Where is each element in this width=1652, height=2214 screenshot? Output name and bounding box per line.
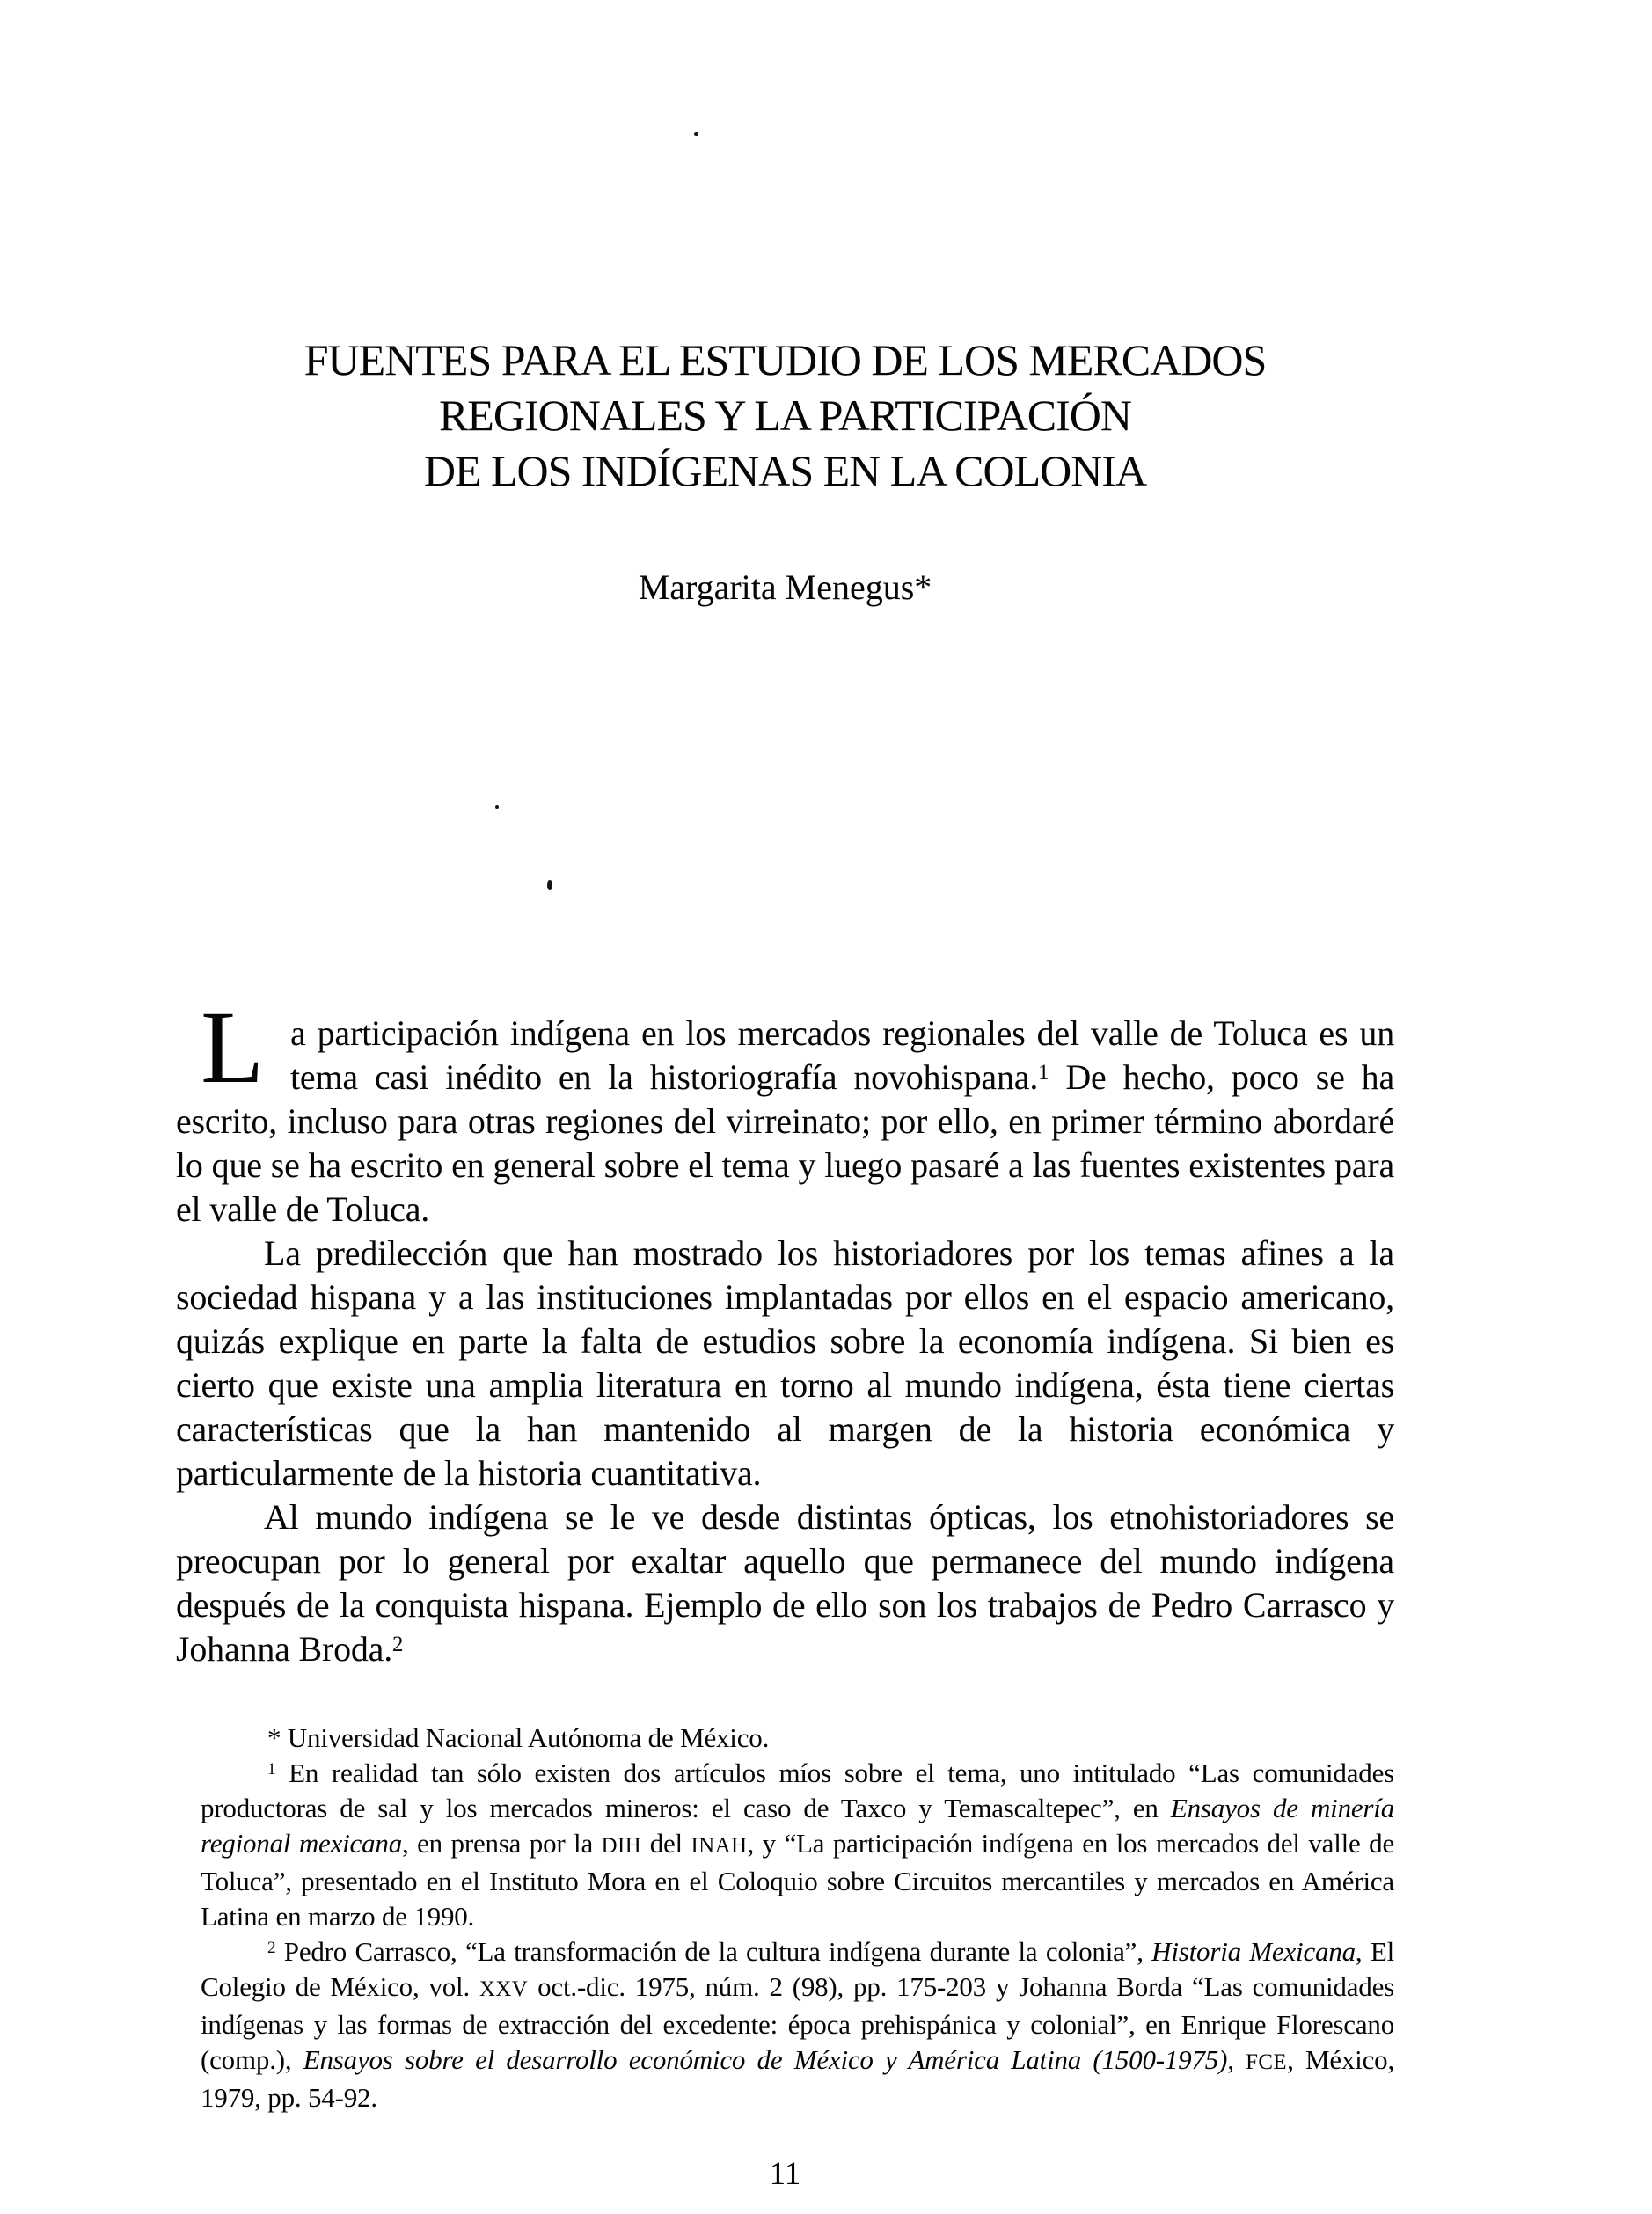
paragraph-3: Al mundo indígena se le ve desde distintas ópticas, los etnohistoriadores se preocupan por lo general por exaltar aquello que permanece del mundo indígena después de la conquista hispana. Ejemplo de ello son los trabajos de Pedro Carrasco y Johanna Broda.$^2$ (176, 1497, 1394, 1669)
footnote-1: $^1$ En realidad tan sólo existen dos artículos míos sobre el tema, uno intitulado “Las comunidades productoras de sal y los mercados mineros: el caso de Taxco y Temascaltepec”, en Ensayos de minería regional mexicana, en prensa por la DIH del INAH, y “La participación indígena en los mercados del valle de Toluca”, presentado en el Instituto Mora en el Coloquio sobre Circuitos mercantiles y mercados en América Latina en marzo de 1990. (201, 1757, 1395, 1932)
author-byline: Margarita Menegus* (638, 567, 932, 607)
scan-speckle (547, 880, 552, 890)
article-body (176, 990, 1394, 1671)
footnote-affiliation: * Universidad Nacional Autónoma de México. (267, 1722, 770, 1753)
title-line: DE LOS INDÍGENAS EN LA COLONIA (423, 446, 1147, 495)
footnote-2: $^2$ Pedro Carrasco, “La transformación de la cultura indígena durante la colonia”, Historia Mexicana, El Colegio de México, vol. XXV oct.-dic. 1975, núm. 2 (98), pp. 175-203 y Johanna Borda “Las comunidades indígenas y las formas de extracción del excedente: época prehispánica y colonial”, en Enrique Florescano (comp.), Ensayos sobre el desarrollo económico de México y América Latina (1500-1975), FCE, México, 1979, pp. 54-92. (201, 1936, 1395, 2113)
article-title (176, 332, 1394, 499)
paragraph-2: La predilección que han mostrado los historiadores por los temas afines a la sociedad hispana y a las instituciones implantadas por ellos en el espacio americano, quizás explique en parte la falta de estudios sobre la economía indígena. Si bien es cierto que existe una amplia literatura en torno al mundo indígena, ésta tiene ciertas características que la han mantenido al margen de la historia económica y particularmente de la historia cuantitativa. (176, 1233, 1394, 1493)
title-line: FUENTES PARA EL ESTUDIO DE LOS MERCADOS (303, 335, 1267, 384)
footnotes-block (201, 1721, 1394, 2115)
title-line: REGIONALES Y LA PARTICIPACIÓN (438, 391, 1132, 440)
paragraph-1: La participación indígena en los mercados regionales del valle de Toluca es un tema casi inédito en la historiografía novohispana.$^1$ De hecho, poco se ha escrito, incluso para otras regiones del virreinato; por ello, en primer término abordaré lo que se ha escrito en general sobre el tema y luego pasaré a las fuentes existentes para el valle de Toluca. (176, 990, 1394, 1229)
scan-speckle (694, 132, 698, 136)
page-number: 11 (769, 2156, 801, 2192)
drop-cap: L (201, 990, 264, 1105)
scan-speckle (495, 805, 499, 809)
